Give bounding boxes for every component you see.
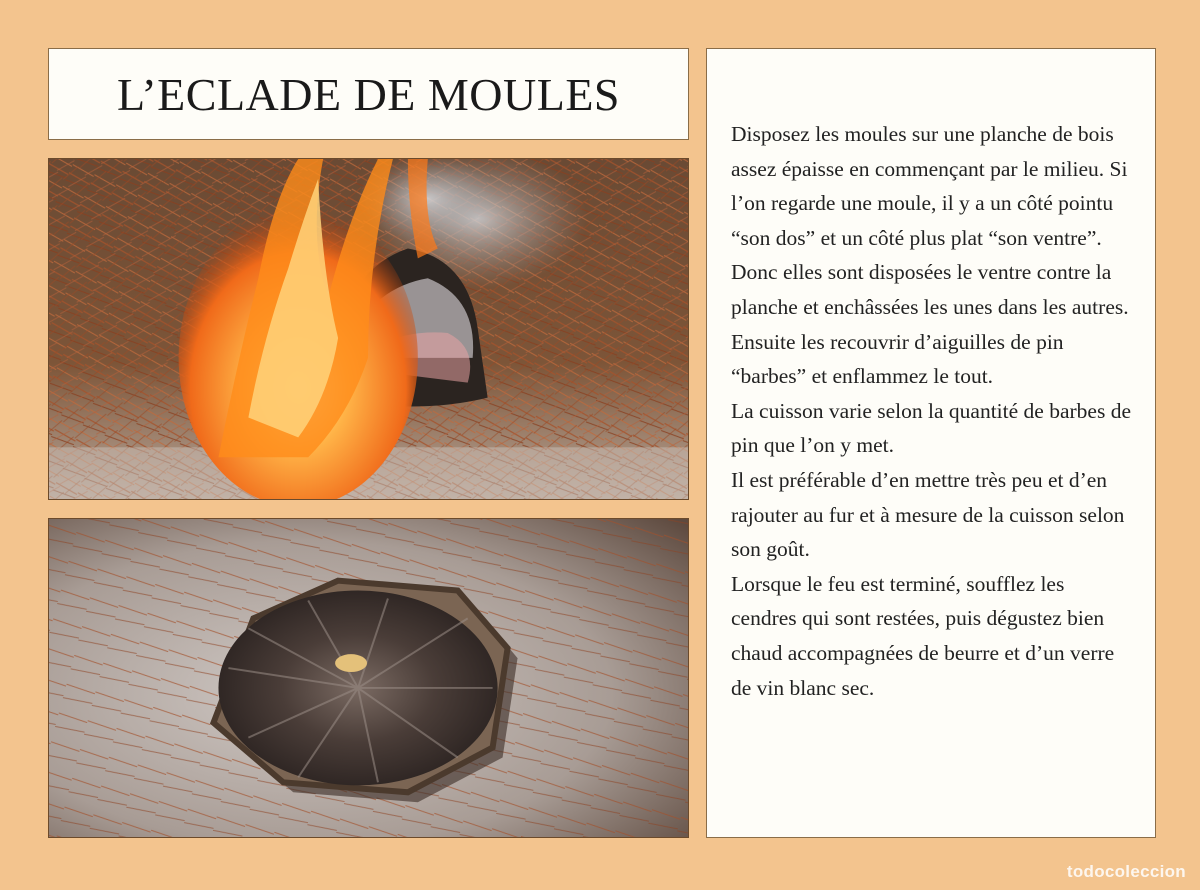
recipe-paragraph: Ensuite les recouvrir d’aiguilles de pin “barbes” et enflammez le tout. [731, 329, 1064, 389]
recipe-paragraph: Donc elles sont disposées le ventre contre la planche et enchâssées les unes dans les autres. [731, 260, 1129, 319]
title-box [48, 48, 689, 140]
recipe-text-panel [706, 48, 1156, 838]
watermark: todocoleccion [1066, 862, 1186, 881]
photo-burning-mussels [48, 158, 689, 500]
recipe-paragraph: Disposez les moules sur une planche de bois assez épaisse en commençant par le milieu. Si l’on regarde une moule, il y a un côté pointu “son dos” et un côté plus plat “son ventre”. [731, 122, 1128, 250]
recipe-paragraph: La cuisson varie selon la quantité de barbes de pin que l’on y met. [731, 398, 1131, 458]
recipe-paragraph: Il est préférable d’en mettre très peu et d’en rajouter au fur et à mesure de la cuisson selon son goût. [731, 467, 1125, 562]
photo-cooked-mussels [48, 518, 689, 838]
recipe-paragraph: Lorsque le feu est terminé, soufflez les cendres qui sont restées, puis dégustez bien chaud accompagnées de beurre et d’un verre de vin blanc sec. [731, 571, 1115, 700]
page-title: L’ECLADE DE MOULES [116, 68, 621, 120]
